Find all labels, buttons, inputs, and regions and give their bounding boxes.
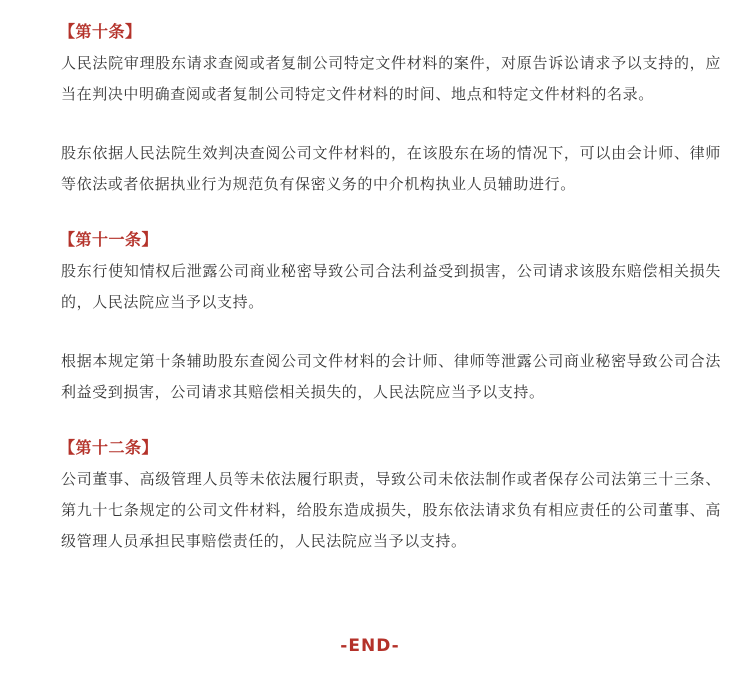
article-heading: 【第十条】 (59, 22, 142, 41)
article-paragraph: 股东行使知情权后泄露公司商业秘密导致公司合法利益受到损害，公司请求该股东赔偿相关损失的，人民法院应当予以支持。 (61, 262, 721, 311)
article-10 (61, 18, 721, 200)
article-paragraph: 股东依据人民法院生效判决查阅公司文件材料的，在该股东在场的情况下，可以由会计师、律师等依法或者依据执业行为规范负有保密义务的中介机构执业人员辅助进行。 (61, 144, 721, 193)
document-body (61, 18, 721, 557)
article-paragraph: 根据本规定第十条辅助股东查阅公司文件材料的会计师、律师等泄露公司商业秘密导致公司合法利益受到损害，公司请求其赔偿相关损失的，人民法院应当予以支持。 (61, 352, 721, 401)
article-heading: 【第十一条】 (59, 230, 159, 249)
end-marker: -END- (340, 636, 400, 656)
article-paragraph: 公司董事、高级管理人员等未依法履行职责，导致公司未依法制作或者保存公司法第三十三条、第九十七条规定的公司文件材料，给股东造成损失，股东依法请求负有相应责任的公司董事、高级管理人员承担民事赔偿责任的，人民法院应当予以支持。 (61, 470, 721, 550)
article-paragraph: 人民法院审理股东请求查阅或者复制公司特定文件材料的案件，对原告诉讼请求予以支持的，应当在判决中明确查阅或者复制公司特定文件材料的时间、地点和特定文件材料的名录。 (61, 54, 721, 103)
article-heading: 【第十二条】 (59, 438, 159, 457)
article-12 (61, 434, 721, 557)
article-11 (61, 226, 721, 408)
